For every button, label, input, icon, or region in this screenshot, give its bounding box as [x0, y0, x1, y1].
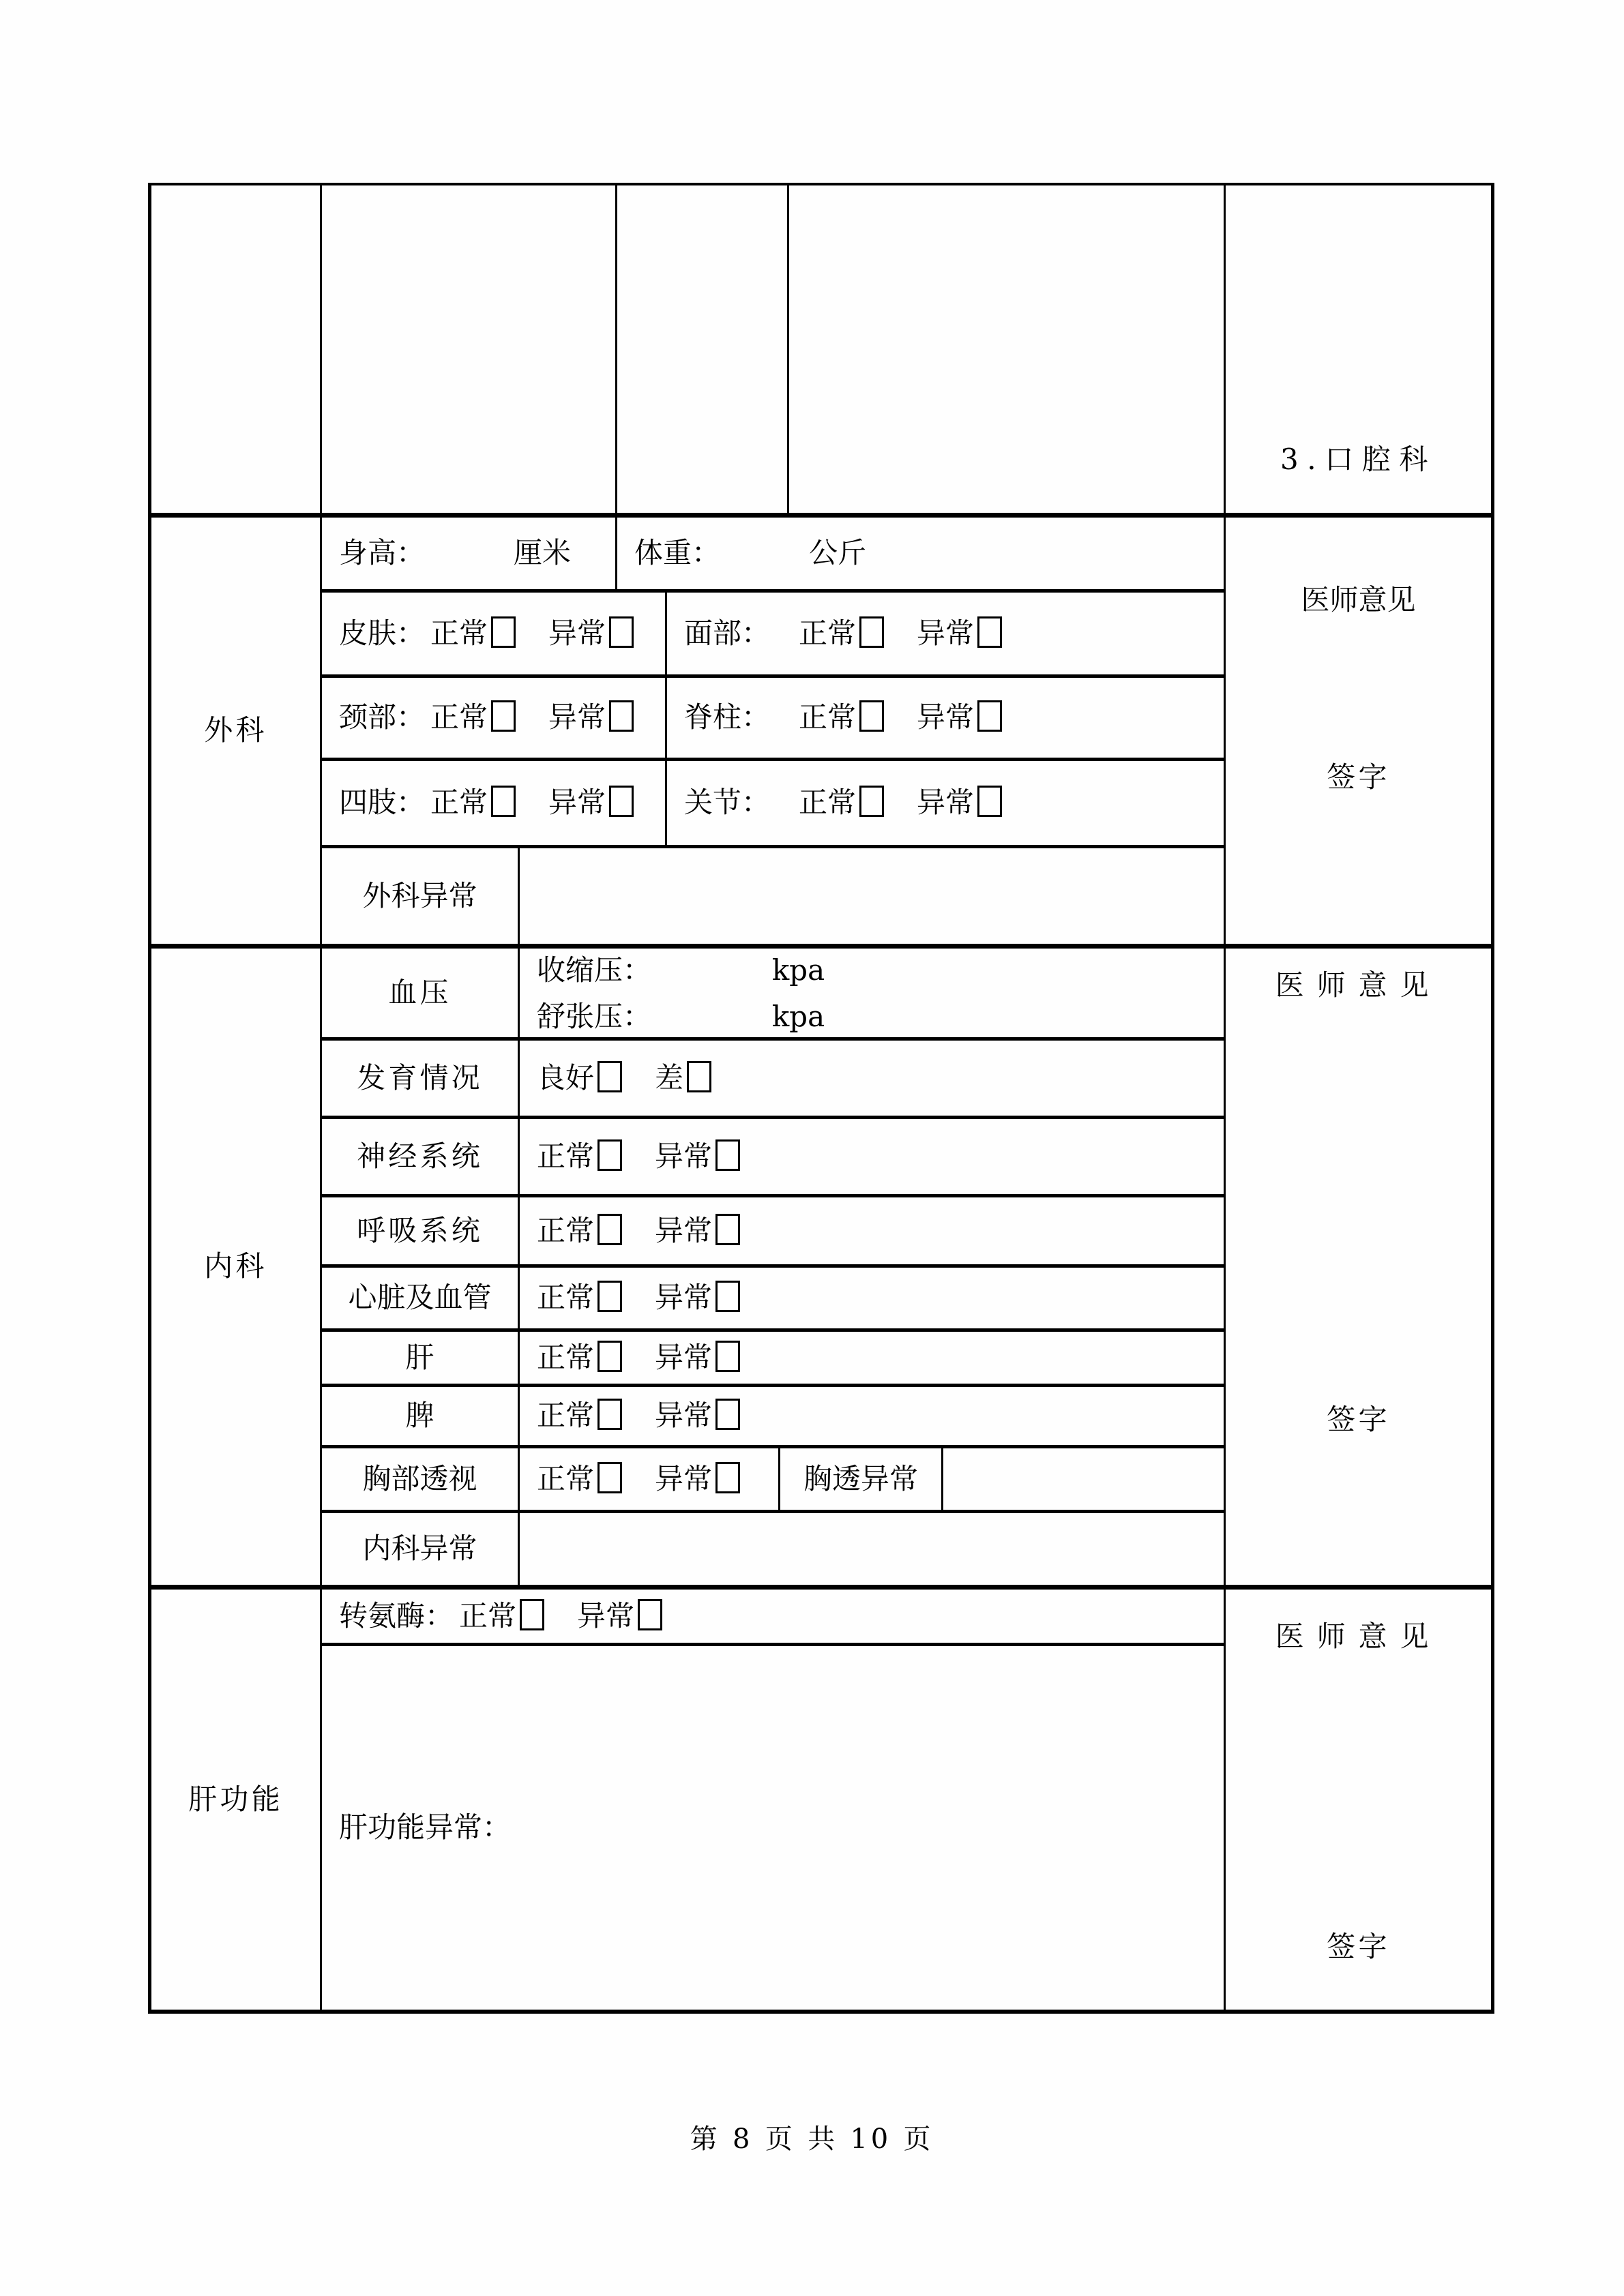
skin-label: 皮肤：	[339, 616, 426, 650]
surgery-abnormal-field[interactable]	[520, 848, 1224, 944]
table-border-bottom	[148, 2010, 1494, 2014]
development-label-cell: 发育情况	[357, 1060, 483, 1094]
section-divider-surgery-internal	[148, 944, 1494, 949]
joints-label: 关节：	[684, 786, 771, 820]
table-border-right	[1491, 183, 1494, 2014]
weight-label: 体重：	[634, 536, 721, 570]
liver-doctor-opinion: 医师意见	[1275, 1619, 1442, 1653]
section-divider-top-surgery	[148, 513, 1494, 518]
development-good-checkbox[interactable]	[597, 1061, 622, 1092]
internal-abnormal-field[interactable]	[520, 1513, 1224, 1585]
liver-organ-abnormal-checkbox[interactable]	[715, 1341, 740, 1372]
dental-section-note	[1226, 185, 1491, 513]
liver-signature-label: 签字	[1327, 1929, 1390, 1963]
section-divider-internal-liver	[148, 1585, 1494, 1590]
neck-normal-checkbox[interactable]	[491, 700, 516, 732]
liver-section-label: 肝功能	[188, 1782, 283, 1816]
heart-label-cell: 心脏及血管	[348, 1281, 492, 1315]
internal-doctor-opinion: 医师意见	[1275, 968, 1442, 1002]
height-value-blank[interactable]	[425, 539, 514, 568]
weight-value-blank[interactable]	[720, 539, 809, 568]
dental-note-label: 3.口腔科	[1280, 442, 1437, 476]
respiratory-label-cell: 呼吸系统	[357, 1213, 483, 1247]
liver-organ-label-cell: 肝	[405, 1340, 434, 1374]
skin-cell: 皮肤： 正常 异常	[322, 593, 665, 674]
nervous-abnormal-checkbox[interactable]	[715, 1139, 740, 1171]
development-poor-checkbox[interactable]	[687, 1061, 711, 1092]
top-empty-cell-3	[617, 185, 787, 513]
surgery-doctor-opinion: 医师意见	[1301, 582, 1416, 616]
surgery-abnormal-label-cell: 外科异常	[362, 878, 477, 912]
transaminase-abnormal-checkbox[interactable]	[638, 1599, 662, 1630]
height-unit: 厘米	[514, 536, 572, 570]
skin-abnormal-checkbox[interactable]	[609, 616, 634, 648]
bp-label-cell: 血压	[388, 975, 452, 1009]
transaminase-normal-checkbox[interactable]	[520, 1599, 544, 1630]
weight-cell	[617, 518, 1224, 589]
spine-label: 脊柱：	[684, 700, 771, 734]
chest-normal-checkbox[interactable]	[597, 1462, 622, 1493]
bp-value-cell	[520, 949, 1224, 1037]
chest-xray-label-cell: 胸部透视	[362, 1461, 477, 1495]
spleen-value-cell: 正常 异常	[520, 1387, 1224, 1445]
joints-abnormal-checkbox[interactable]	[977, 786, 1002, 817]
liver-organ-value-cell: 正常 异常	[520, 1332, 1224, 1384]
nervous-label-cell: 神经系统	[357, 1139, 483, 1173]
nervous-normal-checkbox[interactable]	[597, 1139, 622, 1171]
height-cell	[322, 518, 615, 589]
top-empty-cell-4	[789, 185, 1224, 513]
spine-normal-checkbox[interactable]	[859, 700, 884, 732]
diastolic-value-blank[interactable]	[660, 998, 763, 1026]
top-empty-cell-2	[322, 185, 615, 513]
spine-abnormal-checkbox[interactable]	[977, 700, 1002, 732]
transaminase-cell: 转氨酶： 正常 异常	[322, 1590, 1224, 1643]
face-label: 面部：	[684, 616, 771, 650]
systolic-value-blank[interactable]	[660, 951, 763, 980]
liver-abnormal-field[interactable]	[505, 1646, 1224, 2010]
heart-value-cell: 正常 异常	[520, 1268, 1224, 1328]
joints-normal-checkbox[interactable]	[859, 786, 884, 817]
respiratory-normal-checkbox[interactable]	[597, 1214, 622, 1245]
internal-signature-label: 签字	[1327, 1402, 1390, 1436]
face-abnormal-checkbox[interactable]	[977, 616, 1002, 648]
weight-unit: 公斤	[809, 536, 867, 570]
skin-normal-checkbox[interactable]	[491, 616, 516, 648]
spleen-label-cell: 脾	[405, 1399, 434, 1433]
face-normal-checkbox[interactable]	[859, 616, 884, 648]
limbs-cell: 四肢： 正常 异常	[322, 761, 665, 845]
liver-abnormal-label: 肝功能异常：	[339, 1810, 512, 1845]
diastolic-label: 舒张压：	[537, 1000, 652, 1033]
diastolic-unit: kpa	[771, 1000, 825, 1033]
heart-abnormal-checkbox[interactable]	[715, 1281, 740, 1312]
neck-label: 颈部：	[339, 700, 426, 734]
transaminase-label: 转氨酶：	[339, 1598, 454, 1632]
neck-cell: 颈部： 正常 异常	[322, 678, 665, 758]
respiratory-abnormal-checkbox[interactable]	[715, 1214, 740, 1245]
internal-section-label: 内科	[204, 1249, 267, 1283]
chest-abnormal-checkbox[interactable]	[715, 1462, 740, 1493]
face-cell: 面部： 正常 异常	[667, 593, 1224, 674]
development-value-cell: 良好 差	[520, 1041, 1224, 1116]
top-empty-cell-1	[151, 185, 320, 513]
internal-abnormal-label-cell: 内科异常	[362, 1532, 477, 1566]
spine-cell: 脊柱： 正常 异常	[667, 678, 1224, 758]
limbs-abnormal-checkbox[interactable]	[609, 786, 634, 817]
surgery-signature-label: 签字	[1327, 760, 1390, 794]
surgery-section-label: 外科	[204, 713, 267, 747]
heart-normal-checkbox[interactable]	[597, 1281, 622, 1312]
systolic-label: 收缩压：	[537, 953, 652, 987]
neck-abnormal-checkbox[interactable]	[609, 700, 634, 732]
systolic-unit: kpa	[771, 953, 825, 987]
chest-abnormal-label-cell: 胸透异常	[803, 1461, 918, 1495]
page-footer	[0, 2122, 1624, 2156]
chest-xray-value-cell: 正常 异常	[520, 1448, 778, 1510]
limbs-label: 四肢：	[339, 786, 426, 820]
spleen-normal-checkbox[interactable]	[597, 1399, 622, 1430]
liver-organ-normal-checkbox[interactable]	[597, 1341, 622, 1372]
spleen-abnormal-checkbox[interactable]	[715, 1399, 740, 1430]
respiratory-value-cell: 正常 异常	[520, 1197, 1224, 1264]
page-number-text: 第 8 页 共 10 页	[690, 2123, 934, 2155]
joints-cell: 关节： 正常 异常	[667, 761, 1224, 845]
height-label: 身高：	[339, 536, 426, 570]
chest-abnormal-field[interactable]	[943, 1448, 1224, 1510]
limbs-normal-checkbox[interactable]	[491, 786, 516, 817]
nervous-value-cell: 正常 异常	[520, 1119, 1224, 1194]
